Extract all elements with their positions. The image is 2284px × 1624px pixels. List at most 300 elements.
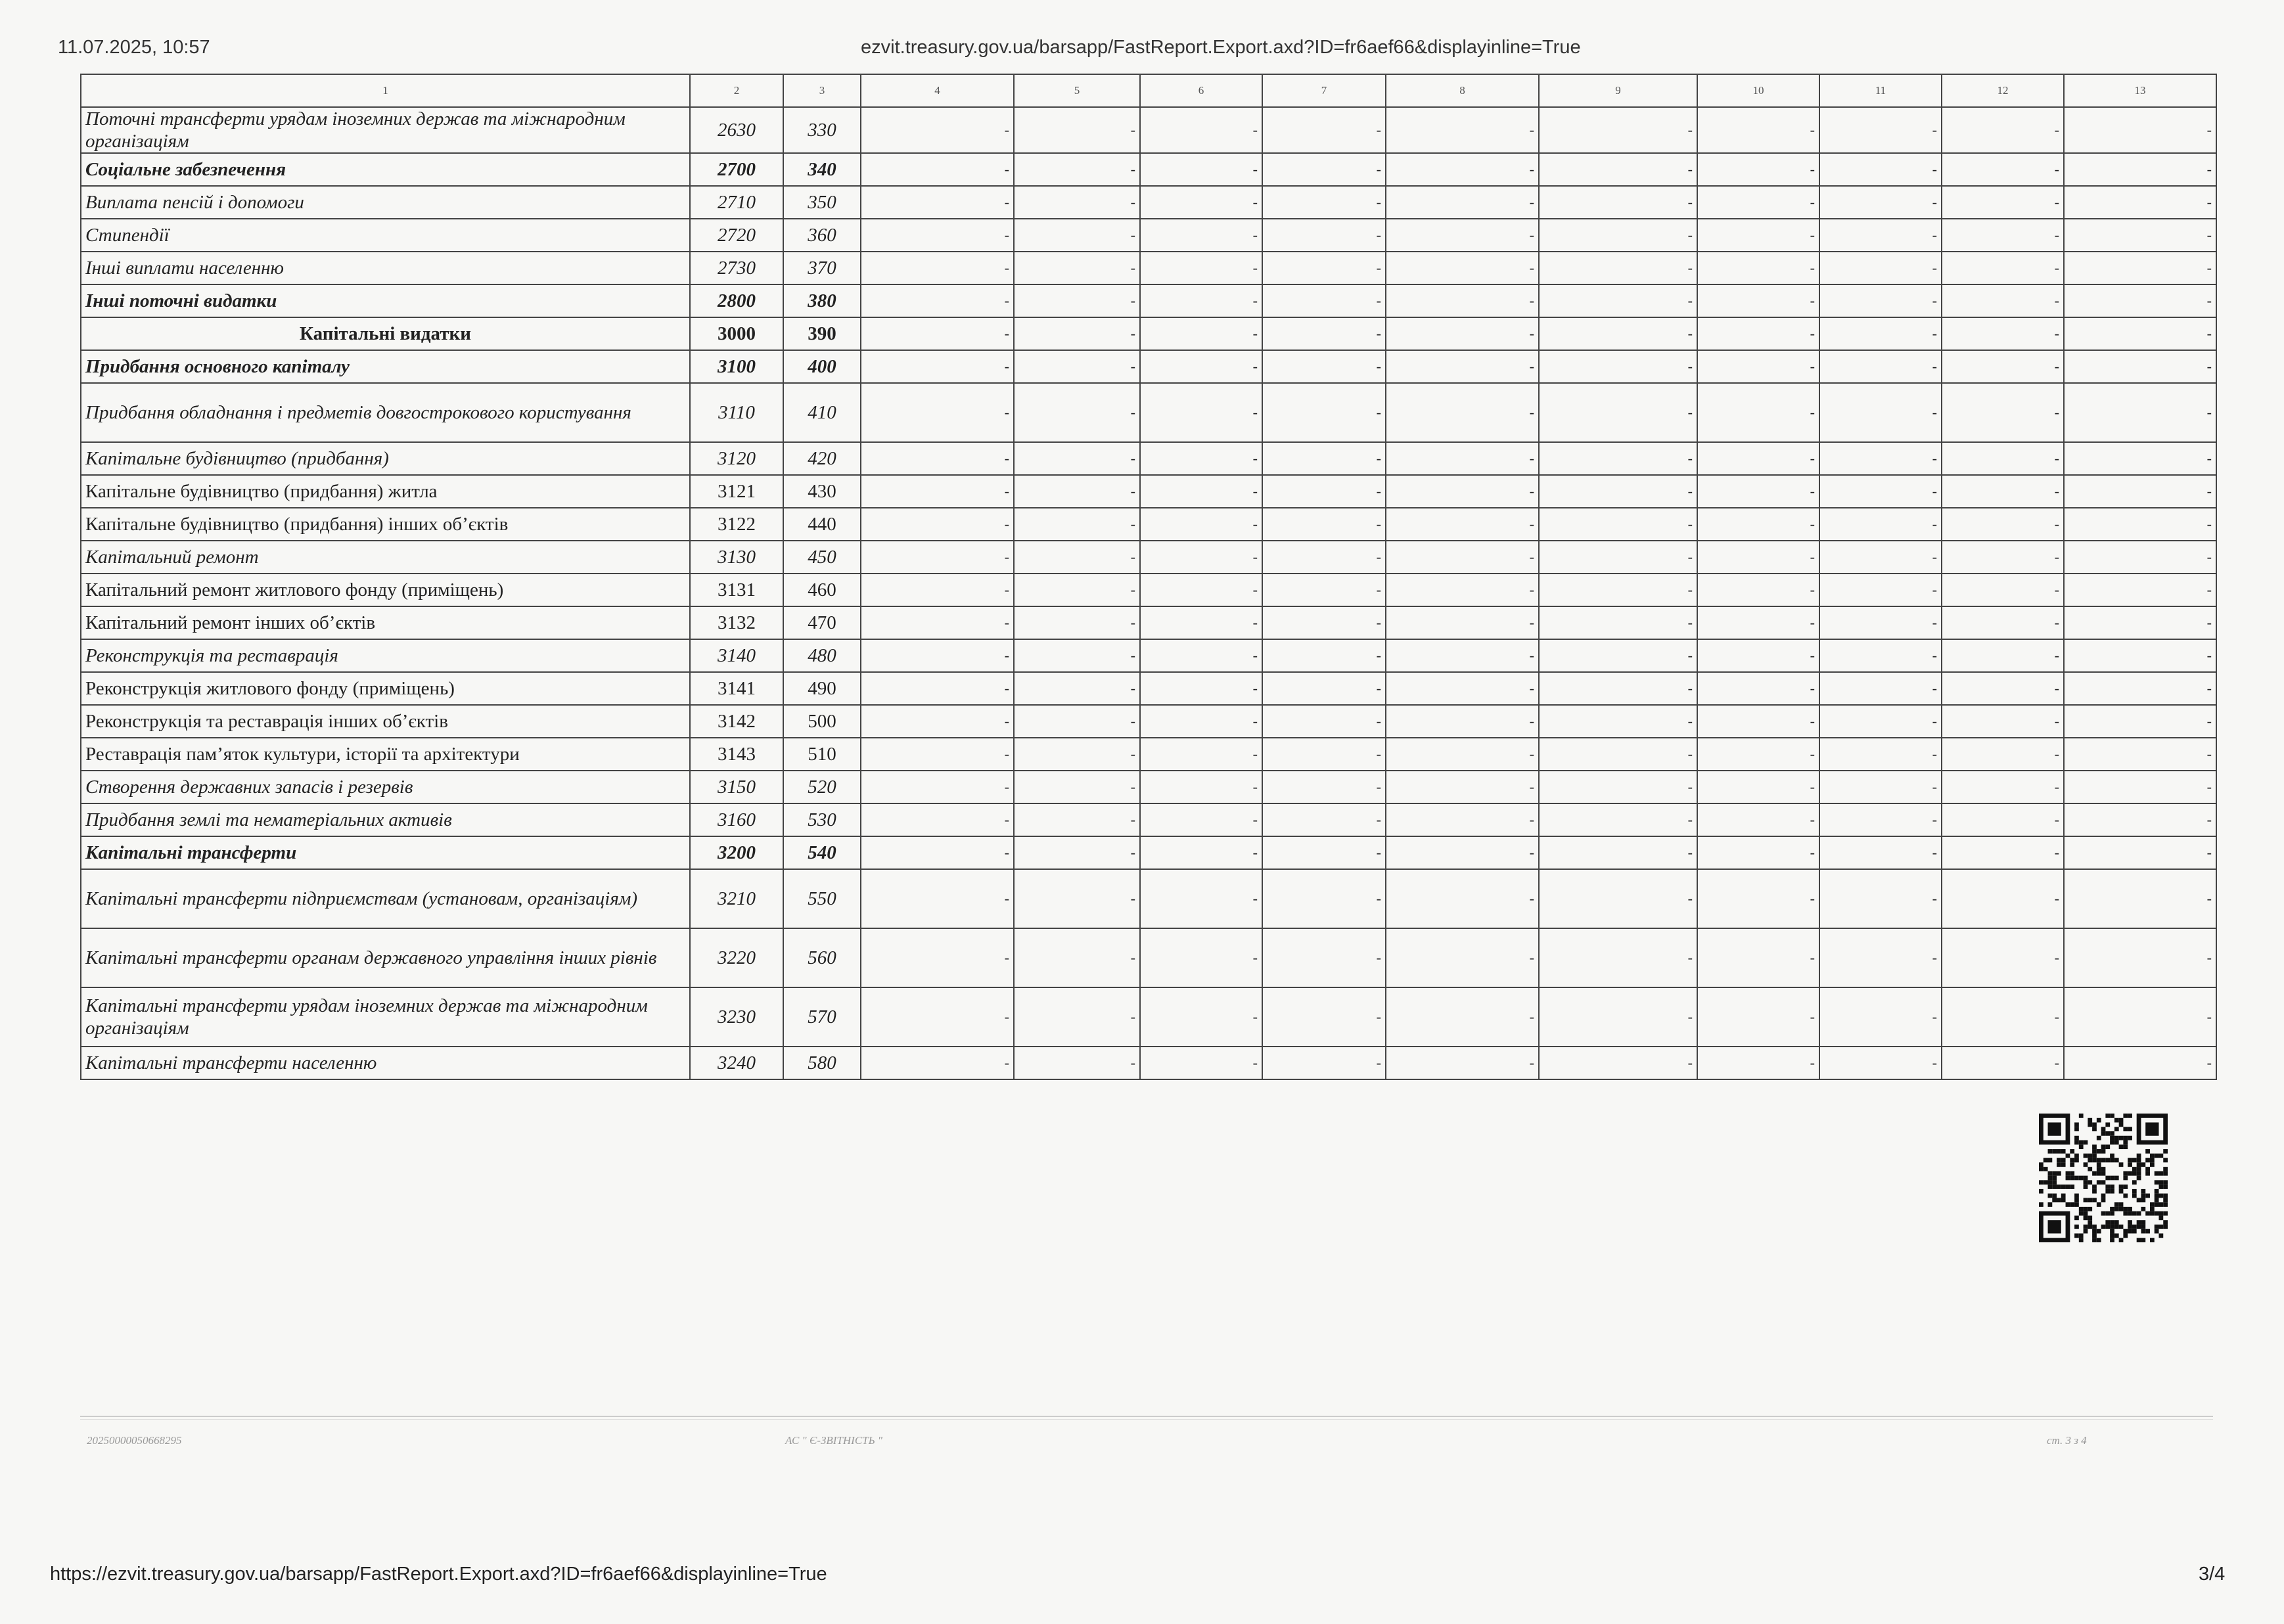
value-cell: - bbox=[1819, 987, 1942, 1047]
value-cell: - bbox=[1819, 252, 1942, 284]
value-cell: - bbox=[2064, 107, 2216, 153]
table-row bbox=[81, 606, 2216, 639]
value-cell: - bbox=[1697, 606, 1819, 639]
value-cell: - bbox=[861, 705, 1014, 738]
value-cell: - bbox=[2064, 252, 2216, 284]
system-name: АС " Є-ЗВІТНІСТЬ " bbox=[785, 1434, 883, 1447]
value-cell: - bbox=[1539, 639, 1697, 672]
table-row bbox=[81, 442, 2216, 475]
value-cell: - bbox=[1140, 541, 1262, 574]
kekv-code: 2630 bbox=[690, 107, 783, 153]
value-cell: - bbox=[1140, 738, 1262, 771]
kekv-code: 3110 bbox=[690, 383, 783, 442]
value-cell: - bbox=[1262, 987, 1386, 1047]
value-cell: - bbox=[1386, 869, 1539, 928]
value-cell: - bbox=[861, 508, 1014, 541]
value-cell: - bbox=[1386, 153, 1539, 186]
column-number: 10 bbox=[1697, 74, 1819, 107]
value-cell: - bbox=[861, 219, 1014, 252]
row-name: Капітальне будівництво (придбання) bbox=[81, 442, 690, 475]
value-cell: - bbox=[861, 383, 1014, 442]
print-datetime: 11.07.2025, 10:57 bbox=[58, 37, 210, 58]
value-cell: - bbox=[1140, 987, 1262, 1047]
value-cell: - bbox=[1539, 153, 1697, 186]
value-cell: - bbox=[1140, 350, 1262, 383]
value-cell: - bbox=[1539, 186, 1697, 219]
value-cell: - bbox=[1942, 107, 2064, 153]
row-name: Інші виплати населенню bbox=[81, 252, 690, 284]
row-name: Придбання землі та нематеріальних активів bbox=[81, 803, 690, 836]
kekv-code: 3210 bbox=[690, 869, 783, 928]
row-name: Капітальне будівництво (придбання) житла bbox=[81, 475, 690, 508]
value-cell: - bbox=[1942, 153, 2064, 186]
value-cell: - bbox=[1014, 803, 1140, 836]
value-cell: - bbox=[1539, 672, 1697, 705]
value-cell: - bbox=[1539, 1047, 1697, 1079]
value-cell: - bbox=[861, 574, 1014, 606]
row-code: 490 bbox=[783, 672, 861, 705]
table-row bbox=[81, 284, 2216, 317]
value-cell: - bbox=[1262, 738, 1386, 771]
value-cell: - bbox=[1539, 284, 1697, 317]
column-number: 5 bbox=[1014, 74, 1140, 107]
value-cell: - bbox=[1697, 987, 1819, 1047]
value-cell: - bbox=[1697, 219, 1819, 252]
value-cell: - bbox=[1262, 1047, 1386, 1079]
value-cell: - bbox=[861, 928, 1014, 987]
value-cell: - bbox=[1386, 508, 1539, 541]
value-cell: - bbox=[1386, 475, 1539, 508]
row-code: 380 bbox=[783, 284, 861, 317]
kekv-code: 3000 bbox=[690, 317, 783, 350]
value-cell: - bbox=[861, 836, 1014, 869]
column-number: 6 bbox=[1140, 74, 1262, 107]
table-row bbox=[81, 153, 2216, 186]
value-cell: - bbox=[1819, 705, 1942, 738]
value-cell: - bbox=[1014, 738, 1140, 771]
kekv-code: 2800 bbox=[690, 284, 783, 317]
row-code: 480 bbox=[783, 639, 861, 672]
value-cell: - bbox=[1697, 771, 1819, 803]
kekv-code: 3140 bbox=[690, 639, 783, 672]
value-cell: - bbox=[1697, 252, 1819, 284]
row-name: Створення державних запасів і резервів bbox=[81, 771, 690, 803]
value-cell: - bbox=[2064, 442, 2216, 475]
value-cell: - bbox=[1140, 284, 1262, 317]
row-name: Соціальне забезпечення bbox=[81, 153, 690, 186]
column-number: 9 bbox=[1539, 74, 1697, 107]
table-row bbox=[81, 1047, 2216, 1079]
value-cell: - bbox=[1386, 317, 1539, 350]
value-cell: - bbox=[1819, 738, 1942, 771]
value-cell: - bbox=[1697, 1047, 1819, 1079]
value-cell: - bbox=[1942, 350, 2064, 383]
column-number: 2 bbox=[690, 74, 783, 107]
value-cell: - bbox=[1014, 1047, 1140, 1079]
value-cell: - bbox=[1539, 442, 1697, 475]
column-number: 8 bbox=[1386, 74, 1539, 107]
value-cell: - bbox=[1942, 705, 2064, 738]
kekv-code: 3160 bbox=[690, 803, 783, 836]
kekv-code: 3122 bbox=[690, 508, 783, 541]
value-cell: - bbox=[1262, 350, 1386, 383]
value-cell: - bbox=[1942, 1047, 2064, 1079]
row-code: 350 bbox=[783, 186, 861, 219]
value-cell: - bbox=[1386, 705, 1539, 738]
value-cell: - bbox=[1697, 574, 1819, 606]
value-cell: - bbox=[1262, 836, 1386, 869]
value-cell: - bbox=[1262, 705, 1386, 738]
value-cell: - bbox=[1140, 705, 1262, 738]
row-name: Капітальні трансферти органам державного управління інших рівнів bbox=[81, 928, 690, 987]
value-cell: - bbox=[1140, 107, 1262, 153]
value-cell: - bbox=[1697, 153, 1819, 186]
value-cell: - bbox=[1014, 672, 1140, 705]
value-cell: - bbox=[1140, 928, 1262, 987]
value-cell: - bbox=[1014, 541, 1140, 574]
row-code: 510 bbox=[783, 738, 861, 771]
value-cell: - bbox=[1386, 574, 1539, 606]
value-cell: - bbox=[1819, 475, 1942, 508]
table-row bbox=[81, 541, 2216, 574]
value-cell: - bbox=[1942, 574, 2064, 606]
table-row bbox=[81, 672, 2216, 705]
value-cell: - bbox=[1386, 928, 1539, 987]
value-cell: - bbox=[1819, 186, 1942, 219]
value-cell: - bbox=[861, 672, 1014, 705]
table-row bbox=[81, 574, 2216, 606]
value-cell: - bbox=[1262, 442, 1386, 475]
value-cell: - bbox=[1262, 803, 1386, 836]
value-cell: - bbox=[861, 803, 1014, 836]
value-cell: - bbox=[861, 869, 1014, 928]
value-cell: - bbox=[1386, 987, 1539, 1047]
value-cell: - bbox=[1942, 508, 2064, 541]
row-name: Капітальні видатки bbox=[81, 317, 690, 350]
value-cell: - bbox=[2064, 317, 2216, 350]
value-cell: - bbox=[861, 606, 1014, 639]
value-cell: - bbox=[2064, 606, 2216, 639]
row-code: 370 bbox=[783, 252, 861, 284]
value-cell: - bbox=[2064, 672, 2216, 705]
value-cell: - bbox=[1014, 107, 1140, 153]
value-cell: - bbox=[1014, 153, 1140, 186]
value-cell: - bbox=[1697, 442, 1819, 475]
value-cell: - bbox=[1014, 639, 1140, 672]
row-name: Стипендії bbox=[81, 219, 690, 252]
table-row bbox=[81, 639, 2216, 672]
kekv-code: 3131 bbox=[690, 574, 783, 606]
value-cell: - bbox=[1262, 107, 1386, 153]
row-name: Капітальні трансферти населенню bbox=[81, 1047, 690, 1079]
value-cell: - bbox=[1140, 803, 1262, 836]
value-cell: - bbox=[1819, 1047, 1942, 1079]
value-cell: - bbox=[1386, 738, 1539, 771]
row-name: Капітальне будівництво (придбання) інших об’єктів bbox=[81, 508, 690, 541]
value-cell: - bbox=[861, 475, 1014, 508]
row-name: Реставрація пам’яток культури, історії та архітектури bbox=[81, 738, 690, 771]
row-name: Придбання обладнання і предметів довгострокового користування bbox=[81, 383, 690, 442]
row-code: 550 bbox=[783, 869, 861, 928]
kekv-code: 3240 bbox=[690, 1047, 783, 1079]
row-name: Реконструкція та реставрація bbox=[81, 639, 690, 672]
value-cell: - bbox=[1942, 928, 2064, 987]
table-row bbox=[81, 252, 2216, 284]
value-cell: - bbox=[1697, 284, 1819, 317]
value-cell: - bbox=[1386, 383, 1539, 442]
value-cell: - bbox=[1539, 541, 1697, 574]
value-cell: - bbox=[1697, 541, 1819, 574]
value-cell: - bbox=[1942, 219, 2064, 252]
value-cell: - bbox=[1140, 771, 1262, 803]
value-cell: - bbox=[1386, 252, 1539, 284]
value-cell: - bbox=[1014, 508, 1140, 541]
value-cell: - bbox=[1140, 869, 1262, 928]
table-row bbox=[81, 869, 2216, 928]
value-cell: - bbox=[1819, 219, 1942, 252]
value-cell: - bbox=[1014, 252, 1140, 284]
value-cell: - bbox=[1262, 606, 1386, 639]
value-cell: - bbox=[1014, 317, 1140, 350]
value-cell: - bbox=[1014, 987, 1140, 1047]
value-cell: - bbox=[1140, 317, 1262, 350]
value-cell: - bbox=[2064, 639, 2216, 672]
table-row bbox=[81, 705, 2216, 738]
kekv-code: 3121 bbox=[690, 475, 783, 508]
column-number: 4 bbox=[861, 74, 1014, 107]
row-code: 360 bbox=[783, 219, 861, 252]
value-cell: - bbox=[1697, 350, 1819, 383]
value-cell: - bbox=[1386, 107, 1539, 153]
value-cell: - bbox=[861, 317, 1014, 350]
value-cell: - bbox=[1942, 606, 2064, 639]
value-cell: - bbox=[2064, 836, 2216, 869]
row-name: Капітальний ремонт bbox=[81, 541, 690, 574]
value-cell: - bbox=[1539, 738, 1697, 771]
value-cell: - bbox=[1262, 928, 1386, 987]
table-row bbox=[81, 987, 2216, 1047]
row-code: 400 bbox=[783, 350, 861, 383]
value-cell: - bbox=[2064, 1047, 2216, 1079]
row-code: 560 bbox=[783, 928, 861, 987]
table-row bbox=[81, 836, 2216, 869]
kekv-code: 3220 bbox=[690, 928, 783, 987]
kekv-code: 2700 bbox=[690, 153, 783, 186]
value-cell: - bbox=[1819, 672, 1942, 705]
column-number: 12 bbox=[1942, 74, 2064, 107]
value-cell: - bbox=[861, 541, 1014, 574]
value-cell: - bbox=[1942, 672, 2064, 705]
row-code: 570 bbox=[783, 987, 861, 1047]
row-name: Інші поточні видатки bbox=[81, 284, 690, 317]
table-row bbox=[81, 107, 2216, 153]
value-cell: - bbox=[861, 186, 1014, 219]
row-code: 410 bbox=[783, 383, 861, 442]
value-cell: - bbox=[1697, 869, 1819, 928]
value-cell: - bbox=[1539, 219, 1697, 252]
row-name: Реконструкція та реставрація інших об’єктів bbox=[81, 705, 690, 738]
value-cell: - bbox=[2064, 987, 2216, 1047]
value-cell: - bbox=[2064, 153, 2216, 186]
value-cell: - bbox=[1539, 771, 1697, 803]
value-cell: - bbox=[1539, 705, 1697, 738]
value-cell: - bbox=[1539, 252, 1697, 284]
value-cell: - bbox=[1819, 107, 1942, 153]
value-cell: - bbox=[1819, 350, 1942, 383]
row-code: 450 bbox=[783, 541, 861, 574]
value-cell: - bbox=[1697, 803, 1819, 836]
value-cell: - bbox=[1140, 153, 1262, 186]
value-cell: - bbox=[1014, 869, 1140, 928]
row-code: 580 bbox=[783, 1047, 861, 1079]
value-cell: - bbox=[1819, 383, 1942, 442]
value-cell: - bbox=[1014, 928, 1140, 987]
kekv-code: 3100 bbox=[690, 350, 783, 383]
value-cell: - bbox=[1014, 475, 1140, 508]
value-cell: - bbox=[1140, 1047, 1262, 1079]
value-cell: - bbox=[1819, 928, 1942, 987]
value-cell: - bbox=[1697, 639, 1819, 672]
value-cell: - bbox=[1697, 475, 1819, 508]
value-cell: - bbox=[1697, 705, 1819, 738]
value-cell: - bbox=[1539, 508, 1697, 541]
table-row bbox=[81, 350, 2216, 383]
kekv-code: 3200 bbox=[690, 836, 783, 869]
row-code: 330 bbox=[783, 107, 861, 153]
value-cell: - bbox=[861, 771, 1014, 803]
column-number: 7 bbox=[1262, 74, 1386, 107]
value-cell: - bbox=[861, 639, 1014, 672]
value-cell: - bbox=[2064, 574, 2216, 606]
kekv-code: 3130 bbox=[690, 541, 783, 574]
value-cell: - bbox=[1942, 284, 2064, 317]
value-cell: - bbox=[1386, 672, 1539, 705]
value-cell: - bbox=[1386, 541, 1539, 574]
table-row bbox=[81, 738, 2216, 771]
value-cell: - bbox=[2064, 869, 2216, 928]
value-cell: - bbox=[1386, 284, 1539, 317]
value-cell: - bbox=[1262, 508, 1386, 541]
value-cell: - bbox=[1539, 836, 1697, 869]
value-cell: - bbox=[1942, 987, 2064, 1047]
value-cell: - bbox=[1014, 705, 1140, 738]
value-cell: - bbox=[1539, 869, 1697, 928]
value-cell: - bbox=[1697, 508, 1819, 541]
value-cell: - bbox=[1697, 107, 1819, 153]
value-cell: - bbox=[1697, 836, 1819, 869]
print-url-footer: https://ezvit.treasury.gov.ua/barsapp/FastReport.Export.axd?ID=fr6aef66&displayinline=True bbox=[50, 1564, 827, 1585]
row-name: Капітальний ремонт житлового фонду (приміщень) bbox=[81, 574, 690, 606]
value-cell: - bbox=[1262, 574, 1386, 606]
value-cell: - bbox=[1262, 639, 1386, 672]
kekv-code: 2710 bbox=[690, 186, 783, 219]
kekv-code: 2730 bbox=[690, 252, 783, 284]
table-row bbox=[81, 317, 2216, 350]
kekv-code: 3143 bbox=[690, 738, 783, 771]
value-cell: - bbox=[1539, 574, 1697, 606]
row-name: Капітальні трансферти урядам іноземних держав та міжнародним організаціям bbox=[81, 987, 690, 1047]
value-cell: - bbox=[1697, 317, 1819, 350]
value-cell: - bbox=[1942, 639, 2064, 672]
value-cell: - bbox=[1819, 771, 1942, 803]
value-cell: - bbox=[2064, 705, 2216, 738]
column-number: 13 bbox=[2064, 74, 2216, 107]
value-cell: - bbox=[2064, 928, 2216, 987]
value-cell: - bbox=[2064, 541, 2216, 574]
value-cell: - bbox=[861, 350, 1014, 383]
value-cell: - bbox=[861, 442, 1014, 475]
value-cell: - bbox=[1539, 107, 1697, 153]
kekv-code: 2720 bbox=[690, 219, 783, 252]
row-code: 540 bbox=[783, 836, 861, 869]
table-row bbox=[81, 803, 2216, 836]
row-code: 470 bbox=[783, 606, 861, 639]
table-row bbox=[81, 186, 2216, 219]
table-row bbox=[81, 771, 2216, 803]
kekv-code: 3141 bbox=[690, 672, 783, 705]
value-cell: - bbox=[1819, 869, 1942, 928]
kekv-code: 3230 bbox=[690, 987, 783, 1047]
value-cell: - bbox=[1819, 442, 1942, 475]
value-cell: - bbox=[1140, 442, 1262, 475]
value-cell: - bbox=[1539, 383, 1697, 442]
value-cell: - bbox=[1697, 383, 1819, 442]
value-cell: - bbox=[861, 252, 1014, 284]
row-name: Капітальні трансферти bbox=[81, 836, 690, 869]
value-cell: - bbox=[1140, 252, 1262, 284]
value-cell: - bbox=[861, 987, 1014, 1047]
value-cell: - bbox=[1386, 219, 1539, 252]
print-url-header: ezvit.treasury.gov.ua/barsapp/FastReport.Export.axd?ID=fr6aef66&displayinline=True bbox=[861, 37, 1581, 58]
print-page-number: 3/4 bbox=[2199, 1564, 2226, 1585]
value-cell: - bbox=[1140, 219, 1262, 252]
value-cell: - bbox=[1262, 252, 1386, 284]
value-cell: - bbox=[1539, 987, 1697, 1047]
column-number-row bbox=[81, 74, 2216, 107]
qr-code-icon bbox=[2039, 1114, 2168, 1242]
kekv-code: 3150 bbox=[690, 771, 783, 803]
value-cell: - bbox=[1942, 383, 2064, 442]
inner-page-number: ст. 3 з 4 bbox=[2047, 1434, 2087, 1447]
value-cell: - bbox=[1819, 574, 1942, 606]
column-number: 3 bbox=[783, 74, 861, 107]
table-row bbox=[81, 383, 2216, 442]
value-cell: - bbox=[1262, 153, 1386, 186]
value-cell: - bbox=[1140, 475, 1262, 508]
value-cell: - bbox=[1014, 606, 1140, 639]
value-cell: - bbox=[2064, 803, 2216, 836]
value-cell: - bbox=[2064, 508, 2216, 541]
value-cell: - bbox=[1819, 317, 1942, 350]
value-cell: - bbox=[1942, 186, 2064, 219]
row-code: 520 bbox=[783, 771, 861, 803]
value-cell: - bbox=[1942, 541, 2064, 574]
table-row bbox=[81, 928, 2216, 987]
value-cell: - bbox=[1539, 803, 1697, 836]
value-cell: - bbox=[1819, 606, 1942, 639]
value-cell: - bbox=[1819, 508, 1942, 541]
value-cell: - bbox=[2064, 771, 2216, 803]
value-cell: - bbox=[1819, 153, 1942, 186]
kekv-code: 3142 bbox=[690, 705, 783, 738]
value-cell: - bbox=[1140, 574, 1262, 606]
value-cell: - bbox=[1697, 738, 1819, 771]
value-cell: - bbox=[1386, 771, 1539, 803]
table-row bbox=[81, 508, 2216, 541]
row-code: 500 bbox=[783, 705, 861, 738]
value-cell: - bbox=[2064, 219, 2216, 252]
row-code: 390 bbox=[783, 317, 861, 350]
